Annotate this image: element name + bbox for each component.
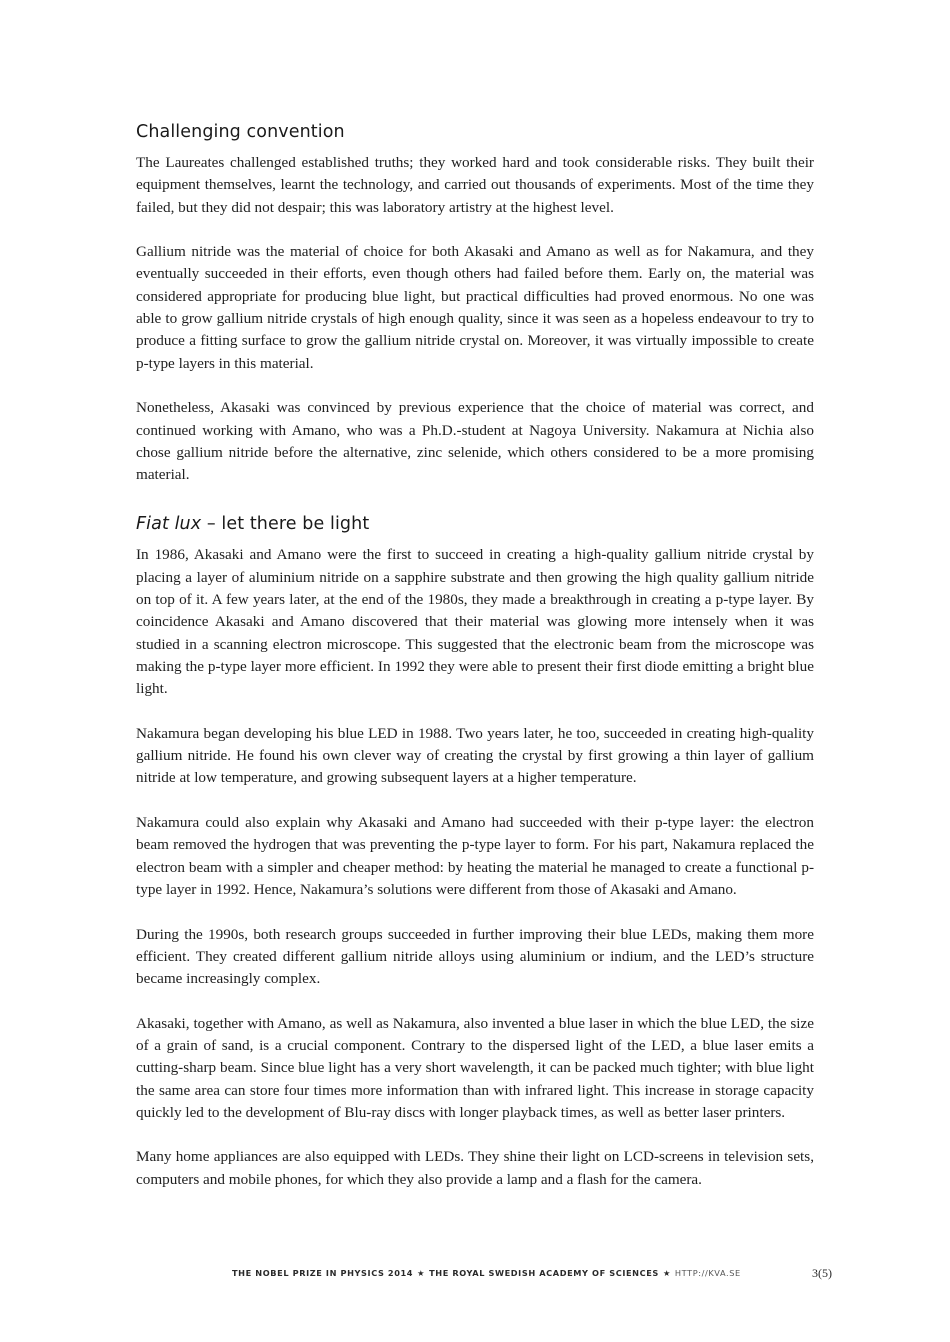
paragraph: Nakamura could also explain why Akasaki and Amano had succeeded with their p-type layer: the electron beam removed the hydrogen that was preventing the p-type layer to form. For his part, Nakamura replaced the electron beam with a simpler and cheaper method: by heating the material he managed to create a functional p-type layer in 1992. Hence, Nakamura’s solutions were different from those of Akasaki and Amano.: [136, 814, 814, 898]
paragraph: The Laureates challenged established truths; they worked hard and took considerable risks. They built their equipment themselves, learnt the technology, and carried out thousands of experiments. Most of the time they failed, but they did not despair; this was laboratory artistry at the highest level.: [136, 154, 814, 216]
paragraph: Nonetheless, Akasaki was convinced by previous experience that the choice of material was correct, and continued working with Amano, who was a Ph.D.-student at Nagoya University. Nakamura at Nichia also chose gallium nitride before the alternative, zinc selenide, which others considered to be a more promising material.: [136, 399, 814, 484]
heading-italic-part: Fiat lux: [136, 514, 202, 535]
paragraph: Nakamura began developing his blue LED in 1988. Two years later, he too, succeeded in creating high-quality gallium nitride. He found his own clever way of creating the crystal by first growing a thin layer of gallium nitride at low temperature, and growing subsequent layers at a higher temperature.: [136, 724, 814, 787]
footer-academy: THE ROYAL SWEDISH ACADEMY OF SCIENCES: [429, 1268, 659, 1278]
paragraph: During the 1990s, both research groups succeeded in further improving their blue LEDs, making them more efficient. They created different gallium nitride alloys using aluminium or indium, and the LED’s structure became increasingly complex.: [136, 925, 814, 988]
footer-credits: [232, 1268, 741, 1278]
page-number: 3(5): [812, 1266, 832, 1280]
paragraph: In 1986, Akasaki and Amano were the first to succeed in creating a high-quality gallium nitride crystal by placing a layer of aluminium nitride on a sapphire substrate and then growing the high quality gallium nitride on top of it. A few years later, at the end of the 1980s, they made a breakthrough in creating a p-type layer. By coincidence Akasaki and Amano discovered that their material was glowing more intensely when it was studied in a scanning electron microscope. This suggested that the electronic beam from the microscope was making the p-type layer more efficient. In 1992 they were able to present their first diode emitting a bright blue light.: [136, 546, 814, 698]
document-body: [136, 120, 814, 1191]
paragraph: Akasaki, together with Amano, as well as Nakamura, also invented a blue laser in which the blue LED, the size of a grain of sand, is a crucial component. Contrary to the dispersed light of the LED, a blue laser emits a cutting-sharp beam. Since blue light has a very short wavelength, it can be packed much tighter; with blue light the same area can store four times more information than with infrared light. This increase in storage capacity quickly led to the development of Blu-ray discs with longer playback times, as well as better laser printers.: [136, 1014, 814, 1121]
star-icon: ★: [417, 1268, 426, 1278]
section-heading-fiat-lux: [136, 512, 814, 536]
section-heading-challenging-convention: Challenging convention: [136, 122, 345, 142]
star-icon: ★: [662, 1268, 671, 1278]
footer-url-link[interactable]: HTTP://KVA.SE: [674, 1268, 741, 1278]
footer-prize: THE NOBEL PRIZE IN PHYSICS 2014: [232, 1268, 414, 1278]
heading-rest-part: – let there be light: [201, 514, 370, 535]
paragraph: Gallium nitride was the material of choice for both Akasaki and Amano as well as for Nakamura, and they eventually succeeded in their efforts, even though others had failed before them. Early on, the material was considered appropriate for producing blue light, but practical difficulties had proved enormous. No one was able to grow gallium nitride crystals of high enough quality, since it was seen as a hopeless endeavour to try to produce a fitting surface to grow the gallium nitride crystal on. Moreover, it was virtually impossible to create p-type layers in this material.: [136, 243, 814, 372]
paragraph: Many home appliances are also equipped with LEDs. They shine their light on LCD-screens in television sets, computers and mobile phones, for which they also provide a lamp and a flash for the camera.: [136, 1148, 814, 1188]
page-footer: [0, 1266, 950, 1286]
